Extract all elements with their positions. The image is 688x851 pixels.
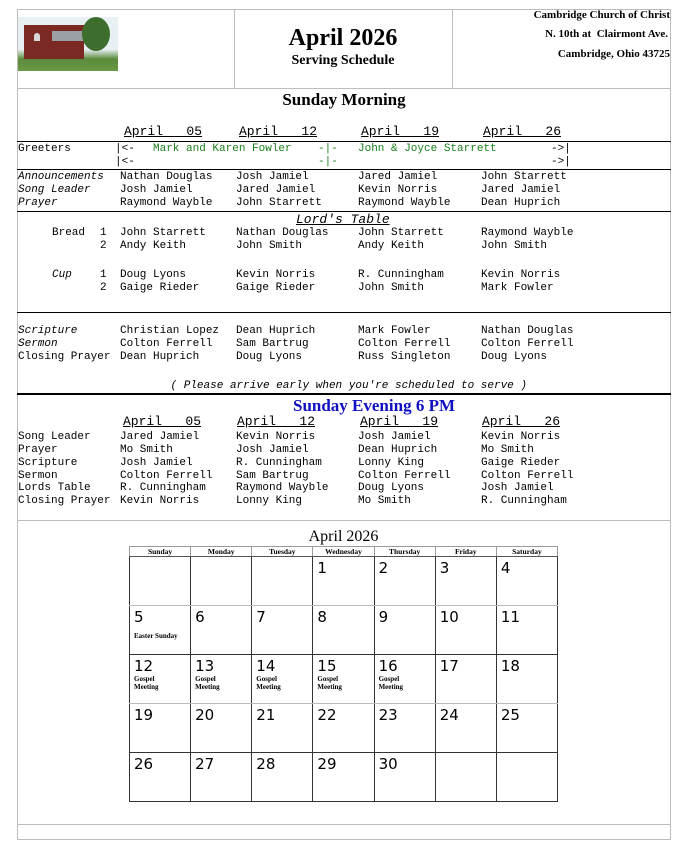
calendar-day-cell [496, 606, 557, 655]
day-number: 20 [195, 706, 215, 724]
bread-name: John Starrett [120, 227, 206, 239]
role-label: Closing Prayer [18, 351, 111, 363]
weekday-header-row [130, 547, 558, 557]
calendar-day-cell [191, 606, 252, 655]
bread-name: John Smith [236, 240, 303, 252]
calendar [129, 546, 558, 802]
greeters-arrow-left: |<- [115, 143, 135, 155]
calendar-week-row [130, 655, 558, 704]
calendar-day-cell [191, 655, 252, 704]
calendar-day-cell [130, 606, 191, 655]
divider [17, 141, 671, 142]
day-number: 5 [134, 608, 144, 626]
calendar-day-cell [435, 655, 496, 704]
calendar-day-cell [496, 655, 557, 704]
role-name: Doug Lyons [358, 482, 425, 494]
cup-label: Cup [52, 269, 72, 281]
calendar-day-cell [435, 557, 496, 606]
day-number: 28 [256, 755, 276, 773]
day-number: 7 [256, 608, 266, 626]
divider [17, 312, 671, 313]
role-name: John Starrett [481, 171, 567, 183]
day-number: 23 [378, 706, 398, 724]
weekday-header: Sunday [130, 547, 191, 557]
greeters-name-1: Mark and Karen Fowler [153, 143, 292, 155]
day-number: 29 [317, 755, 337, 773]
calendar-day-cell [313, 606, 374, 655]
weekday-header: Tuesday [252, 547, 313, 557]
greeters-name-2: John & Joyce Starrett [358, 143, 497, 155]
greeters-arrow-right: ->| [551, 143, 571, 155]
calendar-day-cell [496, 704, 557, 753]
calendar-day-cell [435, 704, 496, 753]
day-number: 4 [500, 559, 511, 577]
calendar-day-cell [130, 557, 191, 606]
morning-title: Sunday Morning [282, 90, 406, 109]
cup-name: R. Cunningham [358, 269, 444, 281]
bread-name: Andy Keith [358, 240, 425, 252]
role-name: Colton Ferrell [481, 470, 574, 482]
lords-table-title: Lord's Table [296, 212, 390, 227]
day-number: 12 [134, 657, 154, 675]
calendar-day-cell [313, 753, 374, 802]
day-number: 6 [195, 608, 205, 626]
role-name: Lonny King [358, 457, 425, 469]
role-label: Scripture [18, 457, 78, 469]
weekday-header: Wednesday [313, 547, 374, 557]
day-event-note: Gospel Meeting [195, 675, 220, 691]
calendar-day-cell [496, 753, 557, 802]
morning-date-3: April 19 [361, 124, 440, 139]
role-name: Josh Jamiel [481, 482, 554, 494]
day-number: 22 [317, 706, 337, 724]
calendar-day-cell [252, 557, 313, 606]
footer-frame [17, 824, 671, 840]
day-number: 15 [317, 657, 337, 675]
morning-date-2: April 12 [239, 124, 318, 139]
calendar-grid [129, 546, 558, 802]
role-label: Song Leader [18, 431, 91, 443]
weekday-header: Saturday [496, 547, 557, 557]
day-number: 10 [439, 608, 459, 626]
calendar-day-cell [496, 557, 557, 606]
weekday-header: Monday [191, 547, 252, 557]
role-label: Prayer [18, 444, 58, 456]
evening-date-1: April 05 [123, 414, 202, 429]
role-name: Kevin Norris [481, 431, 561, 443]
church-name: Cambridge Church of Christ [533, 9, 670, 21]
calendar-day-cell [435, 753, 496, 802]
arrival-note: ( Please arrive early when you're scheduled to serve ) [170, 380, 527, 392]
day-event-note: Gospel Meeting [134, 675, 159, 691]
role-name: Raymond Wayble [236, 482, 329, 494]
day-event-note: Easter Sunday [134, 632, 178, 640]
role-name: Jared Jamiel [481, 184, 561, 196]
role-name: Kevin Norris [236, 431, 316, 443]
day-number: 26 [134, 755, 154, 773]
role-name: Dean Huprich [358, 444, 438, 456]
evening-date-4: April 26 [482, 414, 561, 429]
calendar-day-cell [191, 753, 252, 802]
calendar-day-cell [374, 753, 435, 802]
role-name: Christian Lopez [120, 325, 220, 337]
calendar-day-cell [435, 606, 496, 655]
calendar-week-row [130, 606, 558, 655]
role-name: Dean Huprich [481, 197, 561, 209]
bread-name: Raymond Wayble [481, 227, 574, 239]
role-name: Doug Lyons [481, 351, 548, 363]
weekday-header: Friday [435, 547, 496, 557]
role-name: Sam Bartrug [236, 338, 309, 350]
church-tree [82, 17, 110, 51]
cup-name: Doug Lyons [120, 269, 187, 281]
role-name: John Starrett [236, 197, 322, 209]
cup-name: Mark Fowler [481, 282, 554, 294]
church-window [34, 33, 40, 41]
day-number: 16 [378, 657, 398, 675]
calendar-day-cell [374, 655, 435, 704]
role-name: R. Cunningham [236, 457, 322, 469]
role-name: Nathan Douglas [481, 325, 574, 337]
role-name: Colton Ferrell [358, 338, 451, 350]
bread-num: 1 [100, 227, 107, 239]
day-number: 27 [195, 755, 215, 773]
role-name: Gaige Rieder [481, 457, 561, 469]
role-name: Josh Jamiel [358, 431, 431, 443]
role-label: Song Leader [18, 184, 91, 196]
calendar-title: April 2026 [308, 528, 379, 545]
role-name: Raymond Wayble [358, 197, 451, 209]
role-name: Jared Jamiel [120, 431, 200, 443]
calendar-day-cell [252, 704, 313, 753]
calendar-day-cell [374, 704, 435, 753]
calendar-week-row [130, 753, 558, 802]
day-number: 25 [500, 706, 520, 724]
role-name: Josh Jamiel [236, 444, 309, 456]
greeters-arrow-mid-2: -|- [318, 156, 338, 168]
church-address-city: Cambridge, Ohio 43725 [557, 48, 670, 60]
cup-num: 2 [100, 282, 107, 294]
calendar-day-cell [130, 704, 191, 753]
role-label: Announcements [18, 171, 104, 183]
day-number: 14 [256, 657, 276, 675]
calendar-day-cell [130, 655, 191, 704]
divider [17, 169, 671, 170]
role-name: Colton Ferrell [120, 470, 213, 482]
calendar-day-cell [130, 753, 191, 802]
role-name: Lonny King [236, 495, 303, 507]
role-name: R. Cunningham [120, 482, 206, 494]
calendar-day-cell [191, 704, 252, 753]
cup-name: Gaige Rieder [120, 282, 200, 294]
role-name: Colton Ferrell [120, 338, 213, 350]
day-event-note: Gospel Meeting [317, 675, 342, 691]
evening-date-2: April 12 [237, 414, 316, 429]
day-number: 30 [378, 755, 398, 773]
bread-name: Nathan Douglas [236, 227, 329, 239]
role-name: Josh Jamiel [120, 184, 193, 196]
role-name: Colton Ferrell [358, 470, 451, 482]
role-name: Kevin Norris [120, 495, 200, 507]
role-name: Nathan Douglas [120, 171, 213, 183]
evening-date-3: April 19 [360, 414, 439, 429]
cup-name: Gaige Rieder [236, 282, 316, 294]
role-label: Lords Table [18, 482, 91, 494]
page-title: April 2026 [288, 25, 398, 51]
greeters-arrow-right-2: ->| [551, 156, 571, 168]
calendar-week-row [130, 704, 558, 753]
role-label: Closing Prayer [18, 495, 111, 507]
day-number: 19 [134, 706, 154, 724]
role-name: Mo Smith [120, 444, 173, 456]
role-name: Jared Jamiel [358, 171, 438, 183]
calendar-day-cell [191, 557, 252, 606]
bread-num: 2 [100, 240, 107, 252]
bread-name: John Smith [481, 240, 548, 252]
calendar-day-cell [374, 606, 435, 655]
greeters-label: Greeters [18, 143, 71, 155]
cup-num: 1 [100, 269, 107, 281]
calendar-body [130, 557, 558, 802]
calendar-day-cell [374, 557, 435, 606]
day-number: 3 [439, 559, 450, 577]
bread-label: Bread [52, 227, 86, 239]
role-name: Mo Smith [481, 444, 534, 456]
role-name: Dean Huprich [236, 325, 316, 337]
day-number: 2 [378, 559, 389, 577]
church-address-street: N. 10th at Clairmont Ave. [545, 28, 668, 40]
cup-name: Kevin Norris [481, 269, 561, 281]
calendar-day-cell [252, 655, 313, 704]
role-name: Doug Lyons [236, 351, 303, 363]
cup-name: John Smith [358, 282, 425, 294]
day-number: 24 [439, 706, 459, 724]
calendar-day-cell [252, 606, 313, 655]
role-name: R. Cunningham [481, 495, 567, 507]
role-name: Colton Ferrell [481, 338, 574, 350]
day-number: 18 [500, 657, 520, 675]
role-name: Josh Jamiel [120, 457, 193, 469]
role-name: Sam Bartrug [236, 470, 309, 482]
morning-date-4: April 26 [483, 124, 562, 139]
day-number: 9 [378, 608, 389, 626]
calendar-week-row [130, 557, 558, 606]
role-name: Mo Smith [358, 495, 411, 507]
role-name: Jared Jamiel [236, 184, 316, 196]
role-label: Prayer [18, 197, 58, 209]
evening-title: Sunday Evening 6 PM [292, 396, 455, 415]
greeters-arrow-mid: -|- [318, 143, 338, 155]
day-number: 13 [195, 657, 215, 675]
calendar-day-cell [252, 753, 313, 802]
role-name: Mark Fowler [358, 325, 431, 337]
bread-name: Andy Keith [120, 240, 187, 252]
role-name: Josh Jamiel [236, 171, 309, 183]
day-event-note: Gospel Meeting [378, 675, 404, 691]
role-name: Dean Huprich [120, 351, 200, 363]
day-number: 21 [256, 706, 276, 724]
role-name: Kevin Norris [358, 184, 438, 196]
header-divider [452, 9, 453, 89]
cup-name: Kevin Norris [236, 269, 316, 281]
church-photo [18, 17, 118, 71]
weekday-header: Thursday [374, 547, 435, 557]
day-number: 1 [317, 559, 327, 577]
bread-name: John Starrett [358, 227, 444, 239]
greeters-arrow-left-2: |<- [115, 156, 135, 168]
day-number: 8 [317, 608, 327, 626]
day-number: 11 [500, 608, 520, 626]
divider [17, 393, 671, 395]
role-label: Sermon [18, 470, 58, 482]
role-label: Scripture [18, 325, 78, 337]
role-label: Sermon [18, 338, 58, 350]
page-subtitle: Serving Schedule [291, 53, 395, 68]
day-event-note: Gospel Meeting [256, 675, 281, 691]
role-name: Russ Singleton [358, 351, 451, 363]
role-name: Raymond Wayble [120, 197, 213, 209]
calendar-day-cell [313, 655, 374, 704]
calendar-day-cell [313, 557, 374, 606]
calendar-day-cell [313, 704, 374, 753]
morning-date-1: April 05 [124, 124, 203, 139]
day-number: 17 [439, 657, 459, 675]
